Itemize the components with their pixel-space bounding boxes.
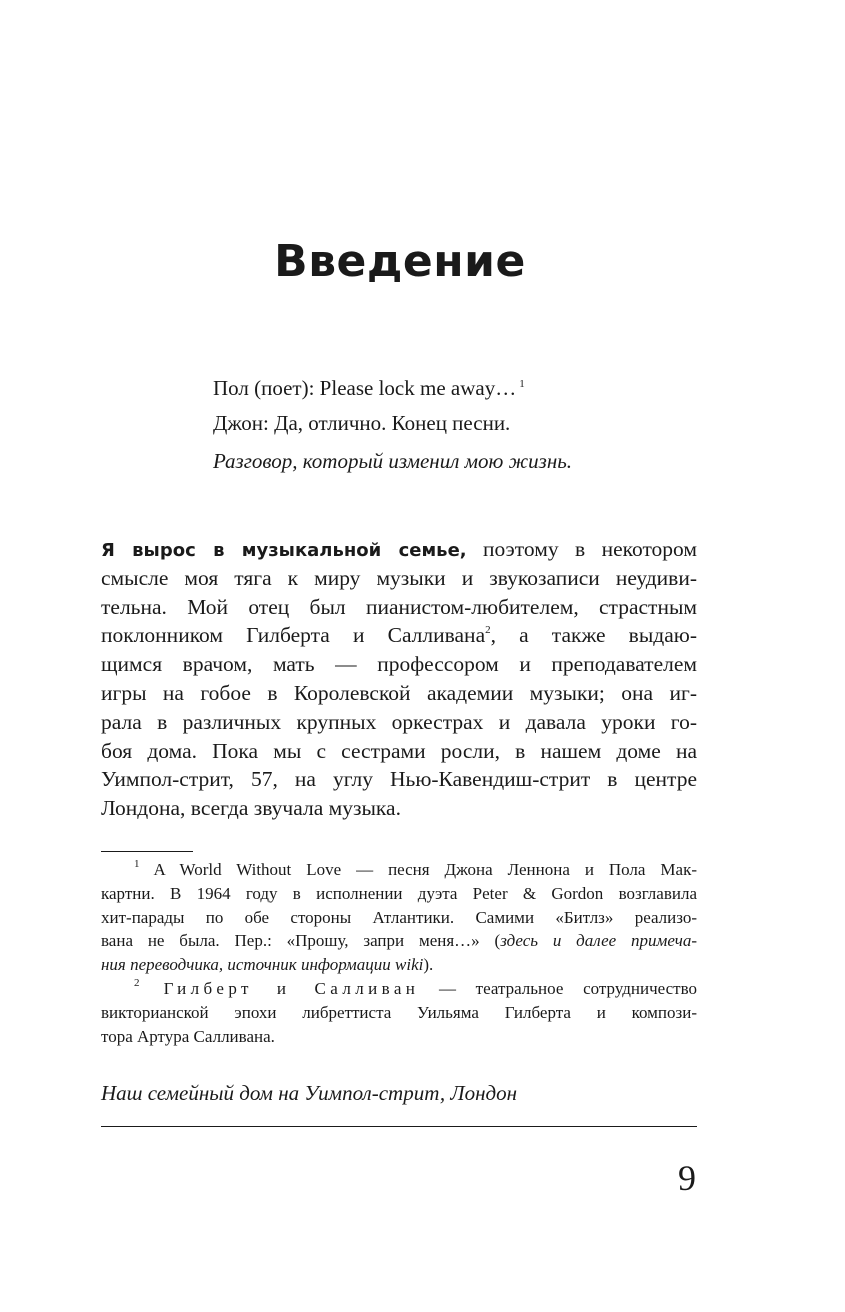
footnote-1-line: хит-парады по обе стороны Атлантики. Самими «Битлз» реализо- [101,907,697,927]
footnote-divider [101,851,193,852]
footnote-1-text: ). [423,955,434,975]
footnote-ref-2[interactable]: 2 [485,624,491,637]
footnote-1-line: картни. В 1964 году в исполнении дуэта Peter & Gordon возглавила [101,883,697,903]
epigraph-line-paul-text: Пол (поет): Please lock me away… [213,376,517,400]
footnote-1-text: A World Without Love — песня Джона Леннона и Пола Мак- [139,860,697,879]
body-line: рала в различных крупных оркестрах и давала уроки го- [101,709,697,734]
footnote-2-line: викторианской эпохи либреттиста Уильяма Гилберта и компози- [101,1002,697,1022]
footnote-1-italic: здесь и далее примеча- [500,931,697,951]
footnote-2-text: — театральное сотрудничество [419,978,697,998]
body-line [101,535,697,564]
footnote-1-line [101,929,697,953]
body-line: щимся врачом, мать — профессором и преподавателем [101,652,697,677]
body-line-text: поэтому в некотором [466,537,698,561]
footnote-2-line [101,977,697,1001]
body-paragraph [101,535,697,823]
footnote-ref-1[interactable]: 1 [519,378,525,390]
lead-in-bold: Я вырос в музыкальной семье, [101,540,467,561]
chapter-title: Введение [274,236,526,287]
epigraph-line-paul [213,372,733,404]
footnote-1-line [101,858,697,882]
body-line: боя дома. Пока мы с сестрами росли, в нашем доме на [101,738,697,763]
body-line: Лондона, всегда звучала музыка. [101,796,401,821]
epigraph [213,372,733,477]
body-line: смысле моя тяга к миру музыки и звукозаписи неудиви- [101,565,697,590]
body-line: Уимпол-стрит, 57, на углу Нью-Кавендиш-стрит в центре [101,767,697,792]
epigraph-line-john: Джон: Да, отлично. Конец песни. [213,411,511,435]
footnote-2-spaced-term: Гилберт и Салливан [139,978,420,998]
footnote-1-line [101,953,697,977]
footnotes [101,858,697,1048]
body-line [101,621,697,650]
photo-caption: Наш семейный дом на Уимпол-стрит, Лондон [101,1081,518,1105]
footnote-1-mark: 1 [134,858,140,870]
footnote-1-italic: ния переводчика, источник информации wiki [101,955,424,975]
footnote-1-text: вана не была. Пер.: «Прошу, запри меня…» ( [101,931,501,951]
footnote-2-line: тора Артура Салливана. [101,1026,275,1046]
body-line: игры на гобое в Королевской академии музыки; она иг- [101,680,697,705]
caption-divider [101,1126,697,1127]
body-line-text: поклонником Гилберта и Салливана [101,623,486,648]
epigraph-attribution: Разговор, который изменил мою жизнь. [213,449,573,473]
body-line-text: , а также выдаю- [490,623,697,648]
body-line: тельна. Мой отец был пианистом-любителем, страстным [101,594,697,619]
footnote-2-mark: 2 [134,976,140,989]
page-number: 9 [678,1158,696,1198]
